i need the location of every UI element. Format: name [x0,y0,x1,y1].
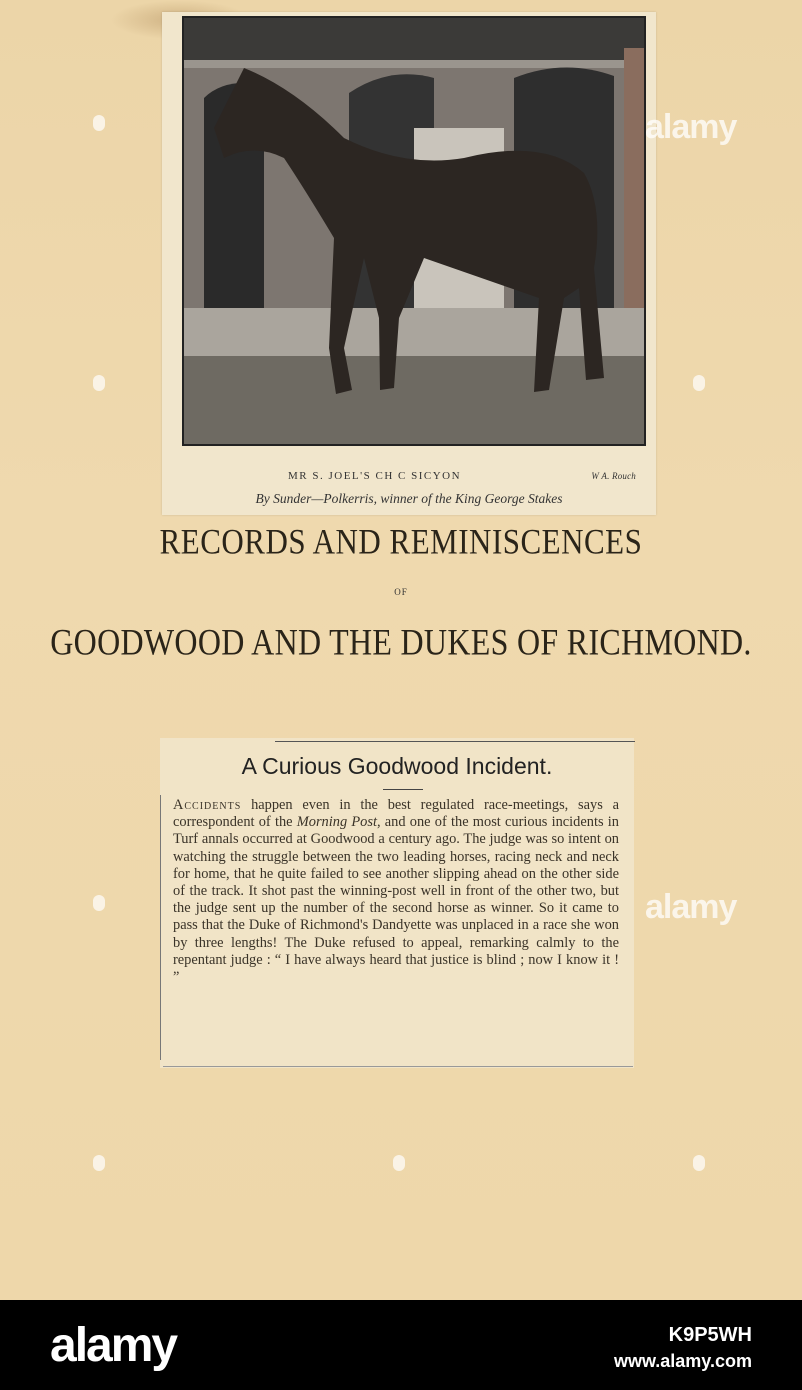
footer-image-id: K9P5WH [668,1324,752,1346]
book-title-line2: GOODWOOD AND THE DUKES OF RICHMOND. [50,621,752,663]
article-body [173,797,619,986]
article-text-1: happen even in the best regulated race-meetings, says a correspondent of the [173,797,619,831]
book-title-line1: RECORDS AND REMINISCENCES [159,521,643,562]
footer-site: www.alamy.com [613,1351,752,1371]
watermark-text: alamy [645,888,737,926]
article-lead-word: Accidents [173,797,242,813]
article-bottom-rule [163,1066,633,1067]
horse-illustration [184,18,644,444]
book-title-of: OF [394,587,408,597]
article-top-rule [275,741,635,742]
watermark-dot [693,375,705,391]
watermark-dot [93,375,105,391]
article-text-2: , and one of the most curious incidents in Turf annals occurred at Goodwood a century ago. The judge was so intent on watching the struggle between the two leading horses, racing neck and neck for home, that he quite failed to see another slipping ahead on the other side of the track. It shot past the winning-post well in front of the other two, but the judge sent up the number of the second horse as winner. So it came to pass that the Duke of Richmond's Dandyette was unplaced in a race she won by three lengths! The Duke refused to appeal, remarking calmly to the repentant judge : “ I have always heard that justice is blind ; now I know it ! ” [173,814,619,986]
horse-photograph [182,16,646,446]
title-underline [383,789,423,790]
article-left-rule [160,795,161,1060]
caption-title: MR S. JOEL'S CH C SICYON [288,470,462,482]
caption-subtitle: By Sunder—Polkerris, winner of the King George Stakes [255,491,563,506]
watermark-dot [93,115,105,131]
watermark-text: alamy [645,108,737,146]
caption-credit: W A. Rouch [591,471,636,481]
article-title: A Curious Goodwood Incident. [241,753,553,779]
footer-logo: alamy [50,1319,177,1372]
watermark-dot [93,1155,105,1171]
watermark-dot [93,895,105,911]
photo-caption [162,470,656,486]
watermark-dot [393,1155,405,1171]
article-publication: Morning Post [296,814,377,831]
watermark-dot [693,1155,705,1171]
